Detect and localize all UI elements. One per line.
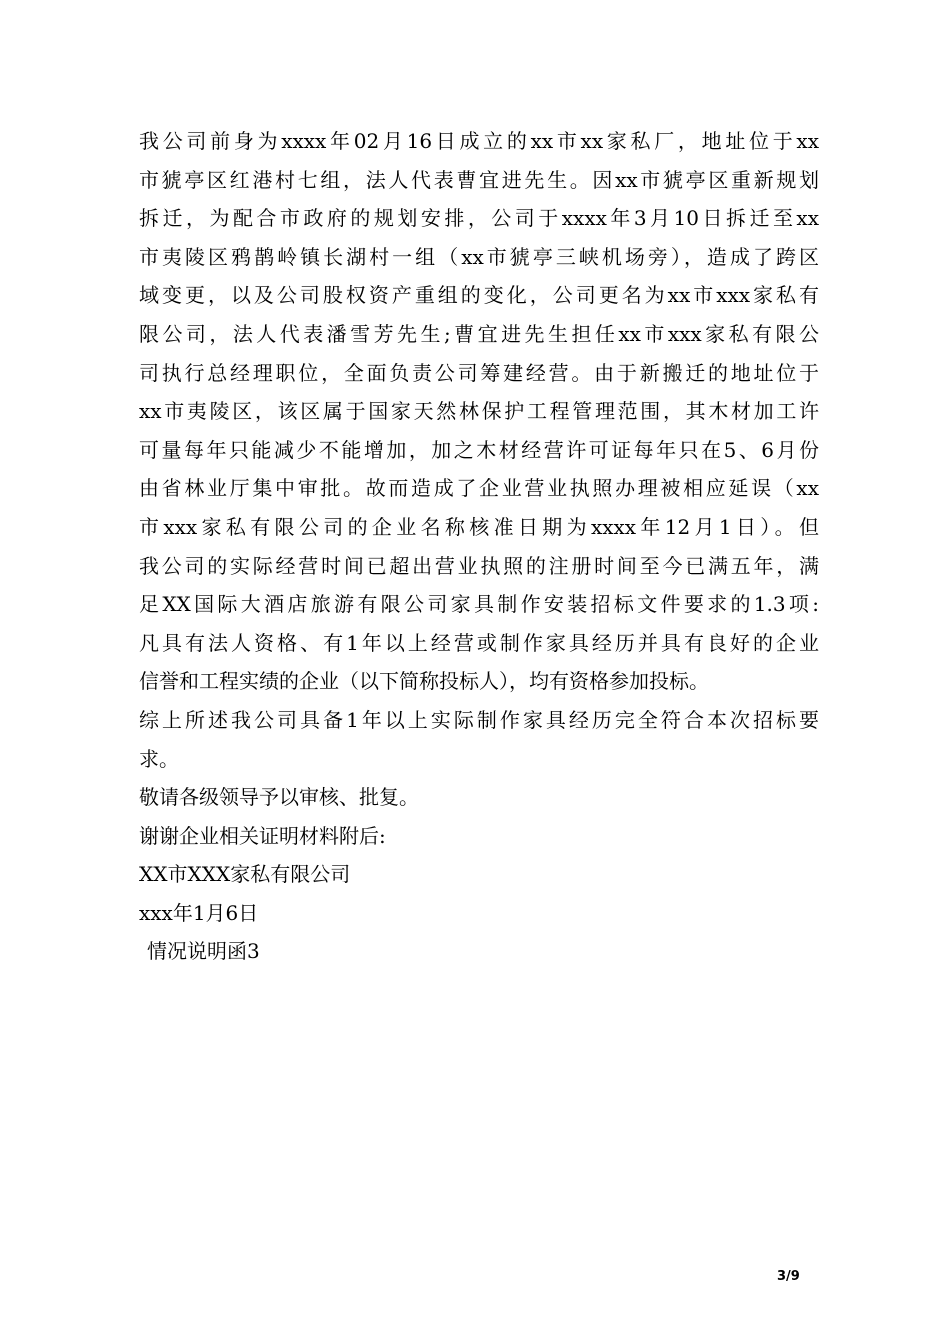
next-section-title: 情况说明函3 [147,939,260,964]
paragraph-line: 市xxx家私有限公司的企业名称核准日期为xxxx年12月1日）。但 [139,514,819,539]
paragraph-line: xx市夷陵区，该区属于国家天然林保护工程管理范围，其木材加工许 [139,399,819,424]
paragraph-line: 域变更，以及公司股权资产重组的变化，公司更名为xx市xxx家私有 [139,283,819,308]
conclusion-line: 求。 [139,746,179,771]
paragraph-line: 凡具有法人资格、有1年以上经营或制作家具经历并具有良好的企业 [139,630,819,655]
paragraph-line: 市猇亭区红港村七组，法人代表曹宜进先生。因xx市猇亭区重新规划 [139,167,819,192]
paragraph-line: 由省林业厅集中审批。故而造成了企业营业执照办理被相应延误（xx [139,476,819,501]
request-line: 敬请各级领导予以审核、批复。 [139,785,419,810]
attachment-line: 谢谢企业相关证明材料附后: [139,823,386,848]
paragraph-line: 可量每年只能减少不能增加，加之木材经营许可证每年只在5、6月份 [139,437,819,462]
page-number: 3/9 [777,1269,800,1284]
conclusion-line: 综上所述我公司具备1年以上实际制作家具经历完全符合本次招标要 [139,707,819,732]
paragraph-line: 我公司前身为xxxx年02月16日成立的xx市xx家私厂，地址位于xx [139,129,819,153]
paragraph-line: 限公司，法人代表潘雪芳先生;曹宜进先生担任xx市xxx家私有限公 [139,321,819,346]
paragraph-line: 司执行总经理职位，全面负责公司筹建经营。由于新搬迁的地址位于 [139,360,819,385]
document-body [139,122,819,971]
paragraph-line: 拆迁，为配合市政府的规划安排，公司于xxxx年3月10日拆迁至xx [139,206,819,231]
paragraph-line: 信誉和工程实绩的企业（以下简称投标人），均有资格参加投标。 [139,669,709,694]
paragraph-line: 足XX国际大酒店旅游有限公司家具制作安装招标文件要求的1.3项: [139,592,819,617]
company-name: XX市XXX家私有限公司 [139,862,351,887]
document-date: xxx年1月6日 [139,900,259,925]
paragraph-line: 市夷陵区鸦鹊岭镇长湖村一组（xx市猇亭三峡机场旁），造成了跨区 [139,244,819,269]
paragraph-line: 我公司的实际经营时间已超出营业执照的注册时间至今已满五年，满 [139,553,819,578]
